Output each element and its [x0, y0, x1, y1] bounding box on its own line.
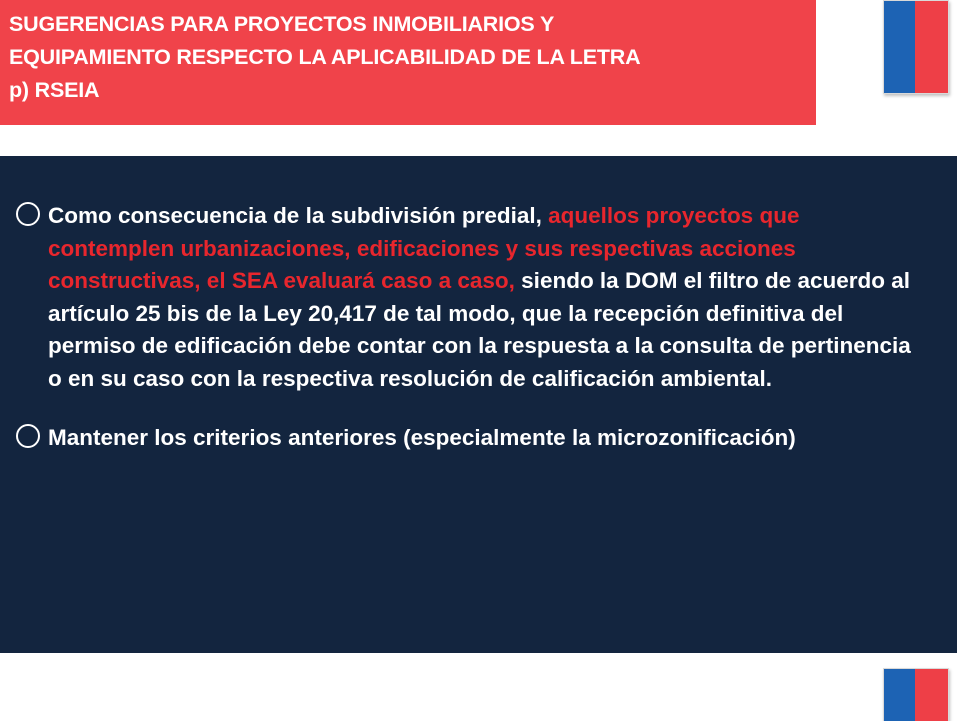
chile-flag-icon: [883, 0, 949, 94]
flag-blue-stripe: [884, 1, 915, 93]
slide-title: [9, 8, 806, 107]
bullet-1-highlight: aquellos proyectos que contemplen urbanizaciones, edificaciones y sus respectivas acciones constructivas, el SEA evaluará caso a caso,: [48, 203, 800, 293]
bullet-2-text: Mantener los criterios anteriores (especialmente la microzonificación): [48, 425, 796, 450]
flag-red-stripe: [915, 669, 948, 721]
slide-title-line-1: SUGERENCIAS PARA PROYECTOS INMOBILIARIOS Y: [9, 12, 555, 36]
content-panel: [0, 156, 957, 653]
title-banner: [0, 0, 816, 125]
flag-blue-stripe: [884, 669, 915, 721]
chile-flag-icon: [883, 668, 949, 721]
bullet-circle-icon: [16, 424, 40, 448]
slide-title-line-2: EQUIPAMIENTO RESPECTO LA APLICABILIDAD DE LA LETRA: [9, 45, 641, 69]
bullet-1-tail: siendo la DOM el filtro de acuerdo al artículo 25 bis de la Ley 20,417 de tal modo, que la recepción definitiva del permiso de edificación debe contar con la respuesta a la consulta de pertinencia o en su caso con la respectiva resolución de calificación ambiental.: [48, 268, 911, 391]
bullet-circle-icon: [16, 202, 40, 226]
bullet-item-2: [14, 422, 929, 455]
bullet-item-1: [14, 200, 929, 395]
flag-red-stripe: [915, 1, 948, 93]
bullet-1-lead: Como consecuencia de la subdivisión predial,: [48, 203, 549, 228]
slide-title-line-3: p) RSEIA: [9, 78, 100, 102]
